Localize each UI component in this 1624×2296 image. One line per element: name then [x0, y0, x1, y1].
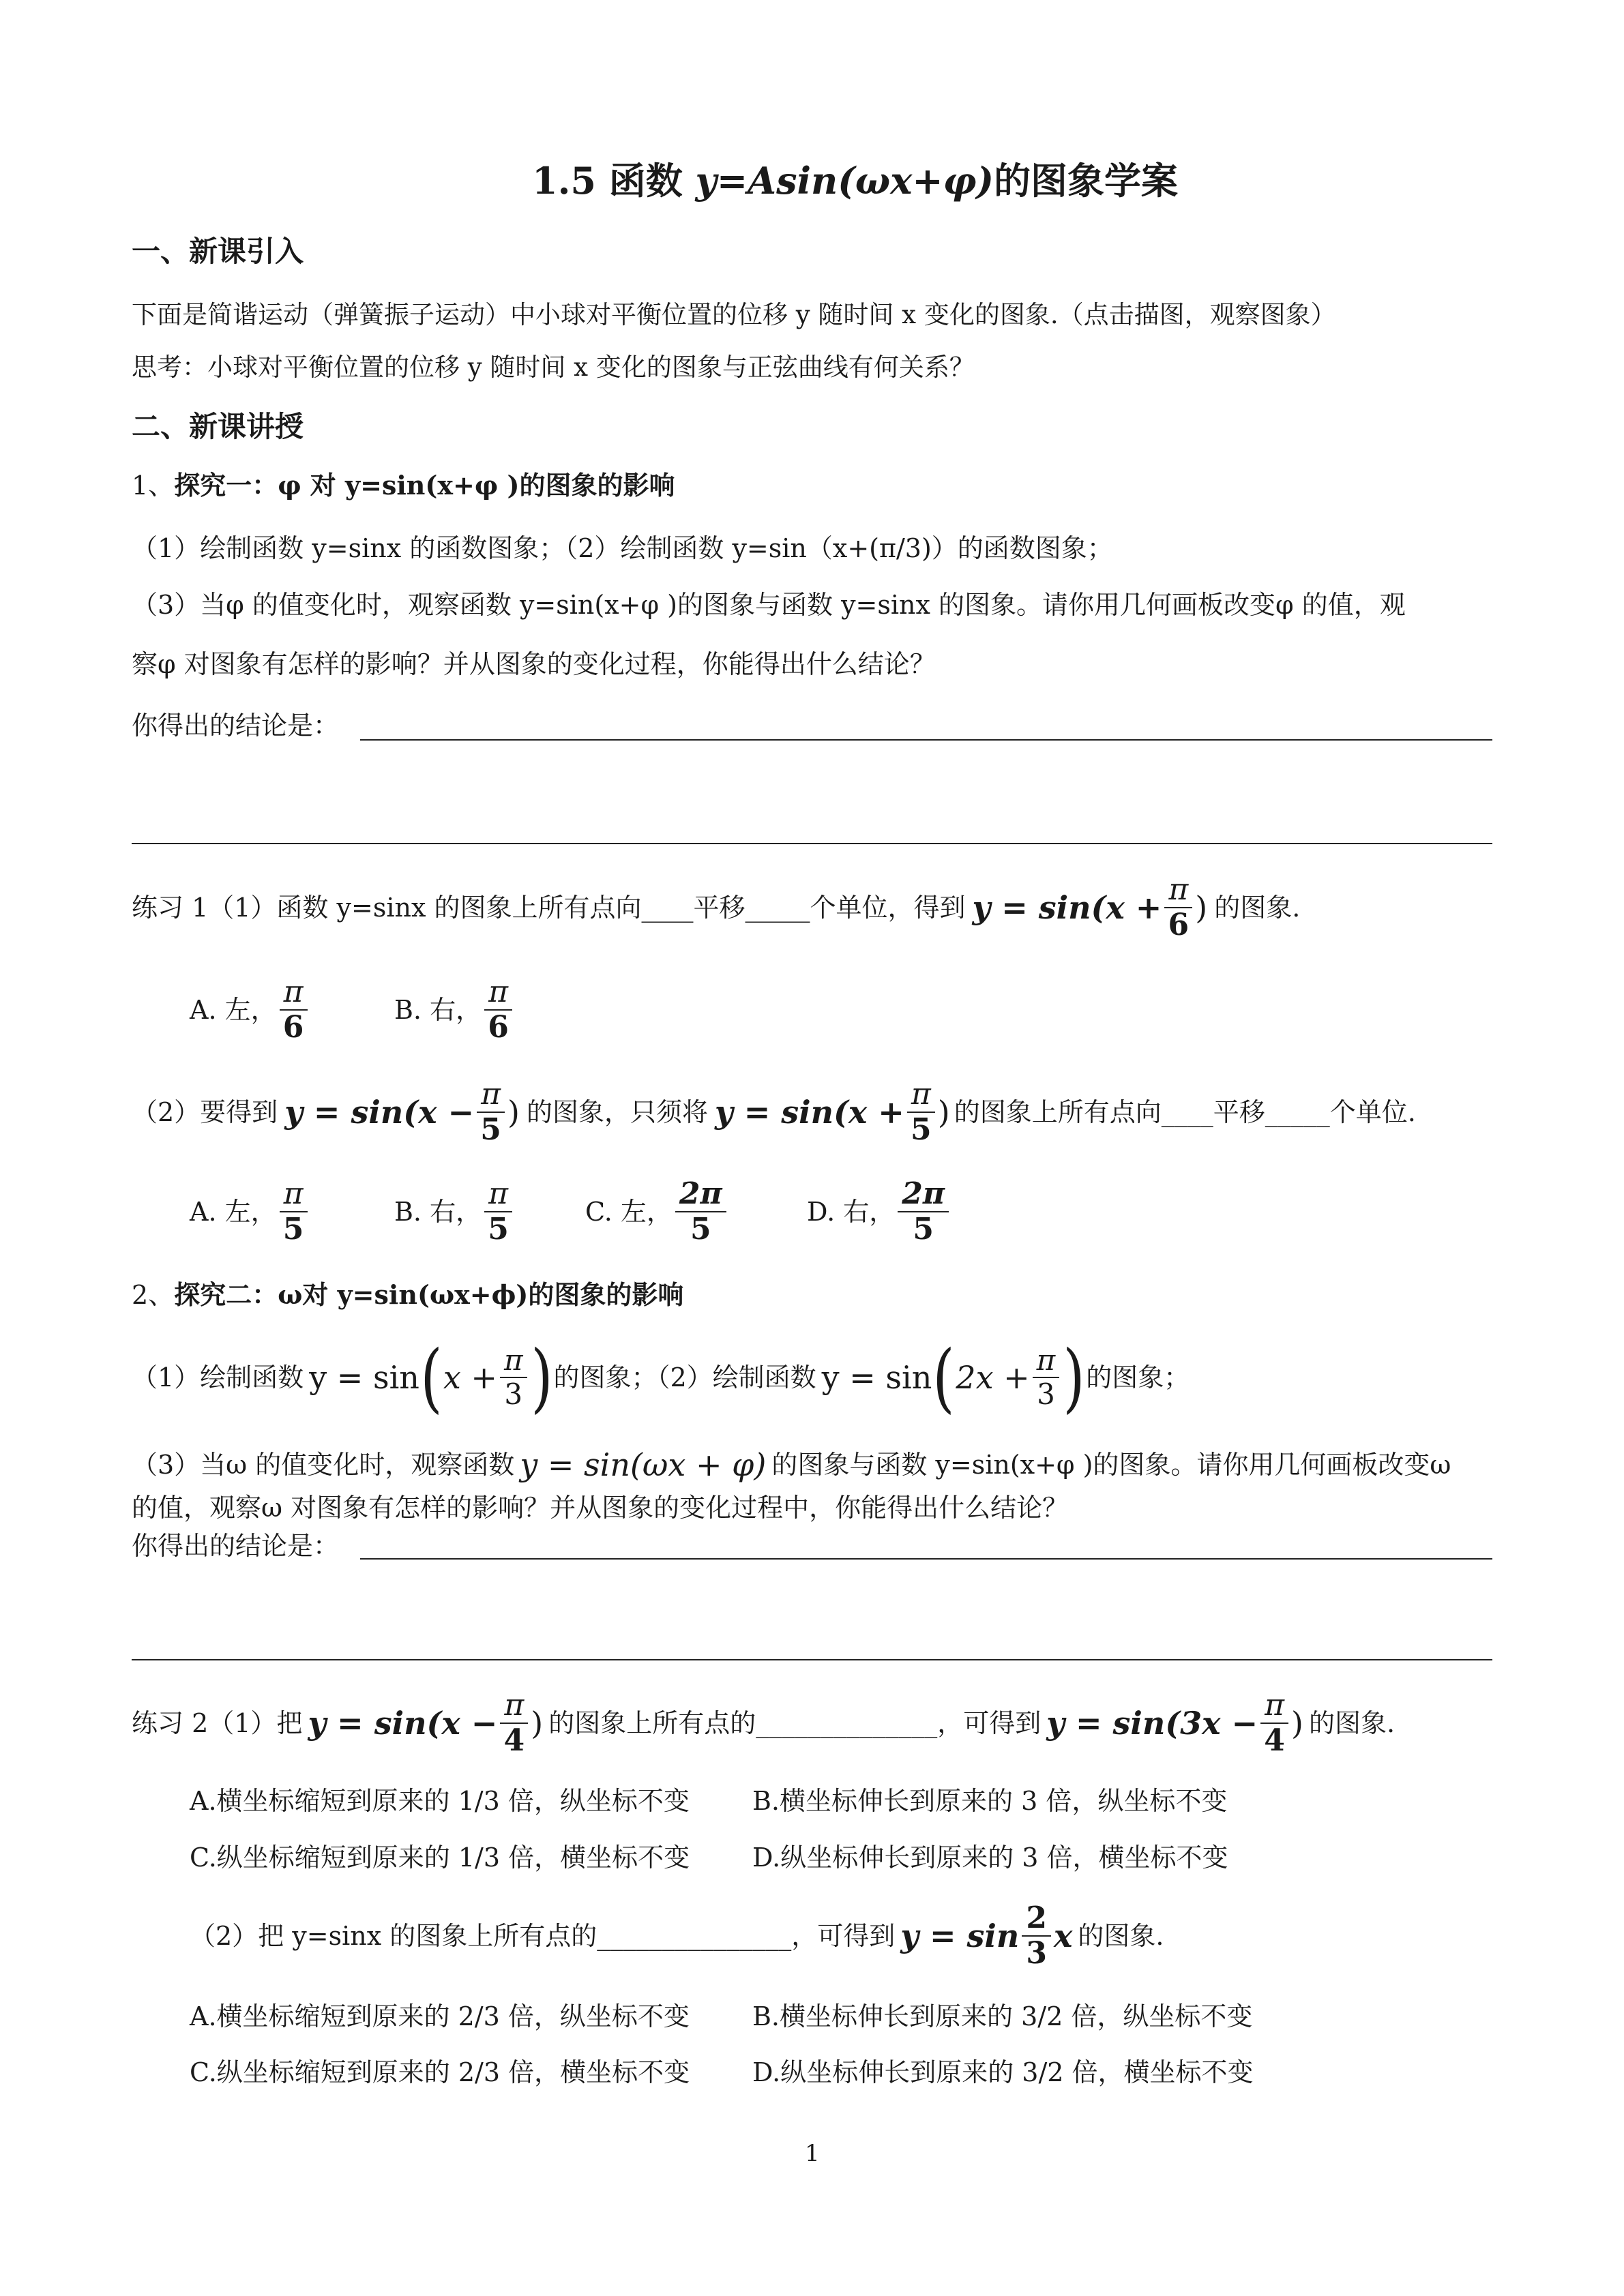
explore2-l2-a: （3）当ω 的值变化时，观察函数	[132, 1450, 515, 1480]
explore2-l1-f2-inner: 2x +	[956, 1359, 1030, 1396]
fraction-denominator: 4	[1264, 1723, 1285, 1759]
right-paren: )	[530, 1334, 553, 1421]
fraction-numerator: 2	[1022, 1903, 1051, 1937]
left-paren: (	[420, 1334, 443, 1421]
exercise1-q2	[132, 1079, 1416, 1146]
explore2-line2	[132, 1446, 1451, 1483]
fraction-numerator: 2π	[898, 1178, 949, 1212]
explore1-line1: （1）绘制函数 y=sinx 的函数图象；（2）绘制函数 y=sin（x+(π/3)）的函数图象；	[132, 533, 1113, 563]
exercise2-q1-prefix: 练习 2（1）把	[132, 1708, 303, 1739]
explore2-line3: 的值，观察ω 对图象有怎样的影响？并从图象的变化过程中，你能得出什么结论？	[132, 1493, 1069, 1523]
page-title	[532, 159, 1179, 203]
exercise2-q1-option-a[interactable]: A.横坐标缩短到原来的 1/3 倍，纵坐标不变	[190, 1786, 690, 1816]
exercise1-q1-option-a[interactable]	[190, 976, 310, 1043]
explore1-answer-line-2[interactable]	[132, 843, 1492, 844]
exercise2-q1-fraction2	[1260, 1690, 1288, 1757]
option-label: B. 右，	[394, 995, 482, 1026]
title-prefix: 1.5 函数	[532, 159, 696, 203]
explore2-l2-formula: y = sin(ωx + φ)	[520, 1446, 767, 1483]
exercise1-q2-fraction2	[907, 1079, 935, 1146]
exercise2-q1-option-c[interactable]: C.纵坐标缩短到原来的 1/3 倍，横坐标不变	[190, 1843, 690, 1873]
explore1-number: 1、	[132, 471, 175, 501]
exercise2-q2-suffix: 的图象.	[1078, 1921, 1164, 1952]
exercise1-q2-option-a[interactable]	[190, 1178, 310, 1245]
option-fraction	[484, 1178, 512, 1245]
explore2-l1-f2-fraction	[1033, 1345, 1060, 1410]
exercise1-q2-prefix: （2）要得到	[132, 1097, 278, 1128]
explore2-number: 2、	[132, 1280, 175, 1310]
exercise2-q1-option-d[interactable]: D.纵坐标伸长到原来的 3 倍，横坐标不变	[752, 1843, 1228, 1873]
exercise1-q1-formula-lhs: y = sin(x +	[972, 889, 1162, 927]
fraction-numerator: π	[477, 1079, 505, 1113]
explore1-line3: 察φ 对图象有怎样的影响？并从图象的变化过程，你能得出什么结论？	[132, 649, 936, 679]
exercise2-q1-fraction1	[500, 1690, 528, 1757]
fraction-denominator: 5	[282, 1212, 304, 1247]
title-formula: y=Asin(ωx+φ)	[695, 159, 994, 203]
exercise1-q1-option-b[interactable]	[394, 976, 515, 1043]
exercise2-q1-f2-rhs: )	[1291, 1705, 1303, 1742]
title-suffix: 的图象学案	[994, 159, 1179, 203]
exercise1-q2-option-b[interactable]	[394, 1178, 515, 1245]
exercise1-q2-formula1-lhs: y = sin(x −	[284, 1094, 475, 1131]
exercise1-q1-fraction	[1164, 874, 1192, 941]
intro-paragraph-2: 思考：小球对平衡位置的位移 y 随时间 x 变化的图象与正弦曲线有何关系？	[132, 353, 975, 382]
explore1-line2: （3）当φ 的值变化时，观察函数 y=sin(x+φ )的图象与函数 y=sinx 的图象。请你用几何画板改变φ 的值，观	[132, 590, 1406, 620]
fraction-denominator: 5	[480, 1112, 501, 1148]
explore1-answer-line-1[interactable]	[360, 739, 1492, 741]
option-label: B. 右，	[394, 1197, 482, 1227]
exercise1-q1-prefix: 练习 1（1）函数 y=sinx 的图象上所有点向____平移_____个单位，得到	[132, 893, 966, 923]
explore2-conclusion-label: 你得出的结论是：	[132, 1531, 340, 1561]
option-fraction	[280, 1178, 308, 1245]
exercise1-q2-suffix: 的图象上所有点向____平移_____个单位.	[954, 1097, 1416, 1128]
explore2-l1-f1-inner: x +	[443, 1359, 497, 1396]
exercise1-q1-formula-rhs: )	[1195, 889, 1208, 927]
fraction-numerator: π	[280, 1178, 308, 1212]
exercise1-q2-option-d[interactable]	[807, 1178, 951, 1245]
fraction-denominator: 5	[910, 1112, 932, 1148]
exercise2-q2-prefix: （2）把 y=sinx 的图象上所有点的_______________，可得到	[190, 1921, 896, 1952]
exercise2-q1-f1-lhs: y = sin(x −	[308, 1705, 498, 1742]
fraction-numerator: 2π	[675, 1178, 726, 1212]
exercise1-q2-fraction1	[477, 1079, 505, 1146]
explore2-l2-b: 的图象与函数 y=sin(x+φ )的图象。请你用几何画板改变ω	[771, 1450, 1451, 1480]
explore2-l1-b: 的图象；（2）绘制函数	[553, 1362, 816, 1392]
fraction-numerator: π	[907, 1079, 935, 1113]
fraction-denominator: 6	[282, 1010, 304, 1045]
exercise2-q2-option-b[interactable]: B.横坐标伸长到原来的 3/2 倍，纵坐标不变	[752, 2001, 1253, 2031]
fraction-denominator: 3	[1026, 1936, 1047, 1971]
fraction-numerator: π	[1033, 1345, 1060, 1378]
fraction-denominator: 3	[504, 1377, 523, 1411]
fraction-denominator: 5	[913, 1212, 934, 1247]
exercise1-q2-formula2-rhs: )	[937, 1094, 950, 1131]
explore2-l1-c: 的图象；	[1086, 1362, 1190, 1392]
exercise1-q2-formula2-lhs: y = sin(x +	[714, 1094, 904, 1131]
fraction-numerator: π	[500, 1690, 528, 1724]
exercise1-q2-formula1-rhs: )	[507, 1094, 520, 1131]
fraction-numerator: π	[280, 976, 308, 1011]
explore2-l1-f1-lhs: y = sin	[309, 1359, 419, 1396]
explore2-l1-f1-fraction	[500, 1345, 527, 1410]
section-heading-lecture: 二、新课讲授	[132, 410, 304, 443]
exercise1-q2-option-c[interactable]	[585, 1178, 729, 1245]
explore2-title	[132, 1279, 684, 1310]
fraction-numerator: π	[1260, 1690, 1288, 1724]
exercise1-q1-suffix: 的图象.	[1214, 893, 1301, 923]
fraction-numerator: π	[500, 1345, 527, 1378]
explore2-title-text: 探究二：ω对 y=sin(ωx+ϕ)的图象的影响	[174, 1279, 684, 1310]
fraction-numerator: π	[484, 976, 512, 1011]
right-paren: )	[1063, 1334, 1085, 1421]
fraction-numerator: π	[1164, 874, 1192, 908]
fraction-denominator: 4	[503, 1723, 525, 1759]
fraction-denominator: 6	[1168, 908, 1190, 943]
exercise2-q1-f2-lhs: y = sin(3x −	[1046, 1705, 1258, 1742]
intro-paragraph-1: 下面是简谐运动（弹簧振子运动）中小球对平衡位置的位移 y 随时间 x 变化的图象.（点击描图，观察图象）	[132, 300, 1336, 329]
page-number: 1	[805, 2140, 820, 2167]
exercise2-q1-suffix: 的图象.	[1308, 1708, 1396, 1739]
exercise2-q2-option-d[interactable]: D.纵坐标伸长到原来的 3/2 倍，横坐标不变	[752, 2057, 1254, 2087]
explore2-answer-line-2[interactable]	[132, 1659, 1492, 1660]
exercise2-q1-f1-rhs: )	[531, 1705, 544, 1742]
exercise1-q2-mid: 的图象，只须将	[526, 1097, 708, 1128]
option-fraction	[675, 1178, 726, 1245]
option-fraction	[898, 1178, 949, 1245]
exercise2-q2-fraction	[1022, 1900, 1051, 1971]
fraction-denominator: 5	[690, 1212, 711, 1247]
fraction-denominator: 5	[488, 1212, 509, 1247]
exercise1-q1	[132, 874, 1300, 941]
exercise2-q1-mid: 的图象上所有点的______________，可得到	[548, 1708, 1042, 1739]
explore2-l1-a: （1）绘制函数	[132, 1362, 304, 1392]
fraction-numerator: π	[484, 1178, 512, 1212]
explore2-l1-f2-lhs: y = sin	[821, 1359, 932, 1396]
option-label: D. 右，	[807, 1197, 896, 1227]
explore2-answer-line-1[interactable]	[360, 1558, 1492, 1560]
explore1-title-text: 探究一：φ 对 y=sin(x+φ )的图象的影响	[174, 470, 675, 501]
left-paren: (	[932, 1334, 955, 1421]
fraction-denominator: 3	[1037, 1377, 1055, 1411]
explore1-title	[132, 470, 675, 501]
option-fraction	[484, 976, 512, 1043]
option-fraction	[280, 976, 308, 1043]
option-label: C. 左，	[585, 1197, 673, 1227]
exercise2-q2-option-c[interactable]: C.纵坐标缩短到原来的 2/3 倍，横坐标不变	[190, 2057, 690, 2087]
explore1-conclusion-label: 你得出的结论是：	[132, 711, 340, 741]
exercise2-q2-f-rhs: x	[1053, 1918, 1073, 1955]
exercise2-q1-option-b[interactable]: B.横坐标伸长到原来的 3 倍，纵坐标不变	[752, 1786, 1228, 1816]
explore2-line1	[132, 1333, 1190, 1422]
fraction-denominator: 6	[488, 1010, 509, 1045]
option-label: A. 左，	[190, 1197, 277, 1227]
exercise2-q1	[132, 1690, 1395, 1757]
exercise2-q2-option-a[interactable]: A.横坐标缩短到原来的 2/3 倍，纵坐标不变	[190, 2001, 690, 2031]
option-label: A. 左，	[190, 995, 277, 1026]
section-heading-intro: 一、新课引入	[132, 235, 304, 268]
exercise2-q2-f-lhs: y = sin	[900, 1918, 1020, 1955]
exercise2-q2	[190, 1900, 1164, 1971]
